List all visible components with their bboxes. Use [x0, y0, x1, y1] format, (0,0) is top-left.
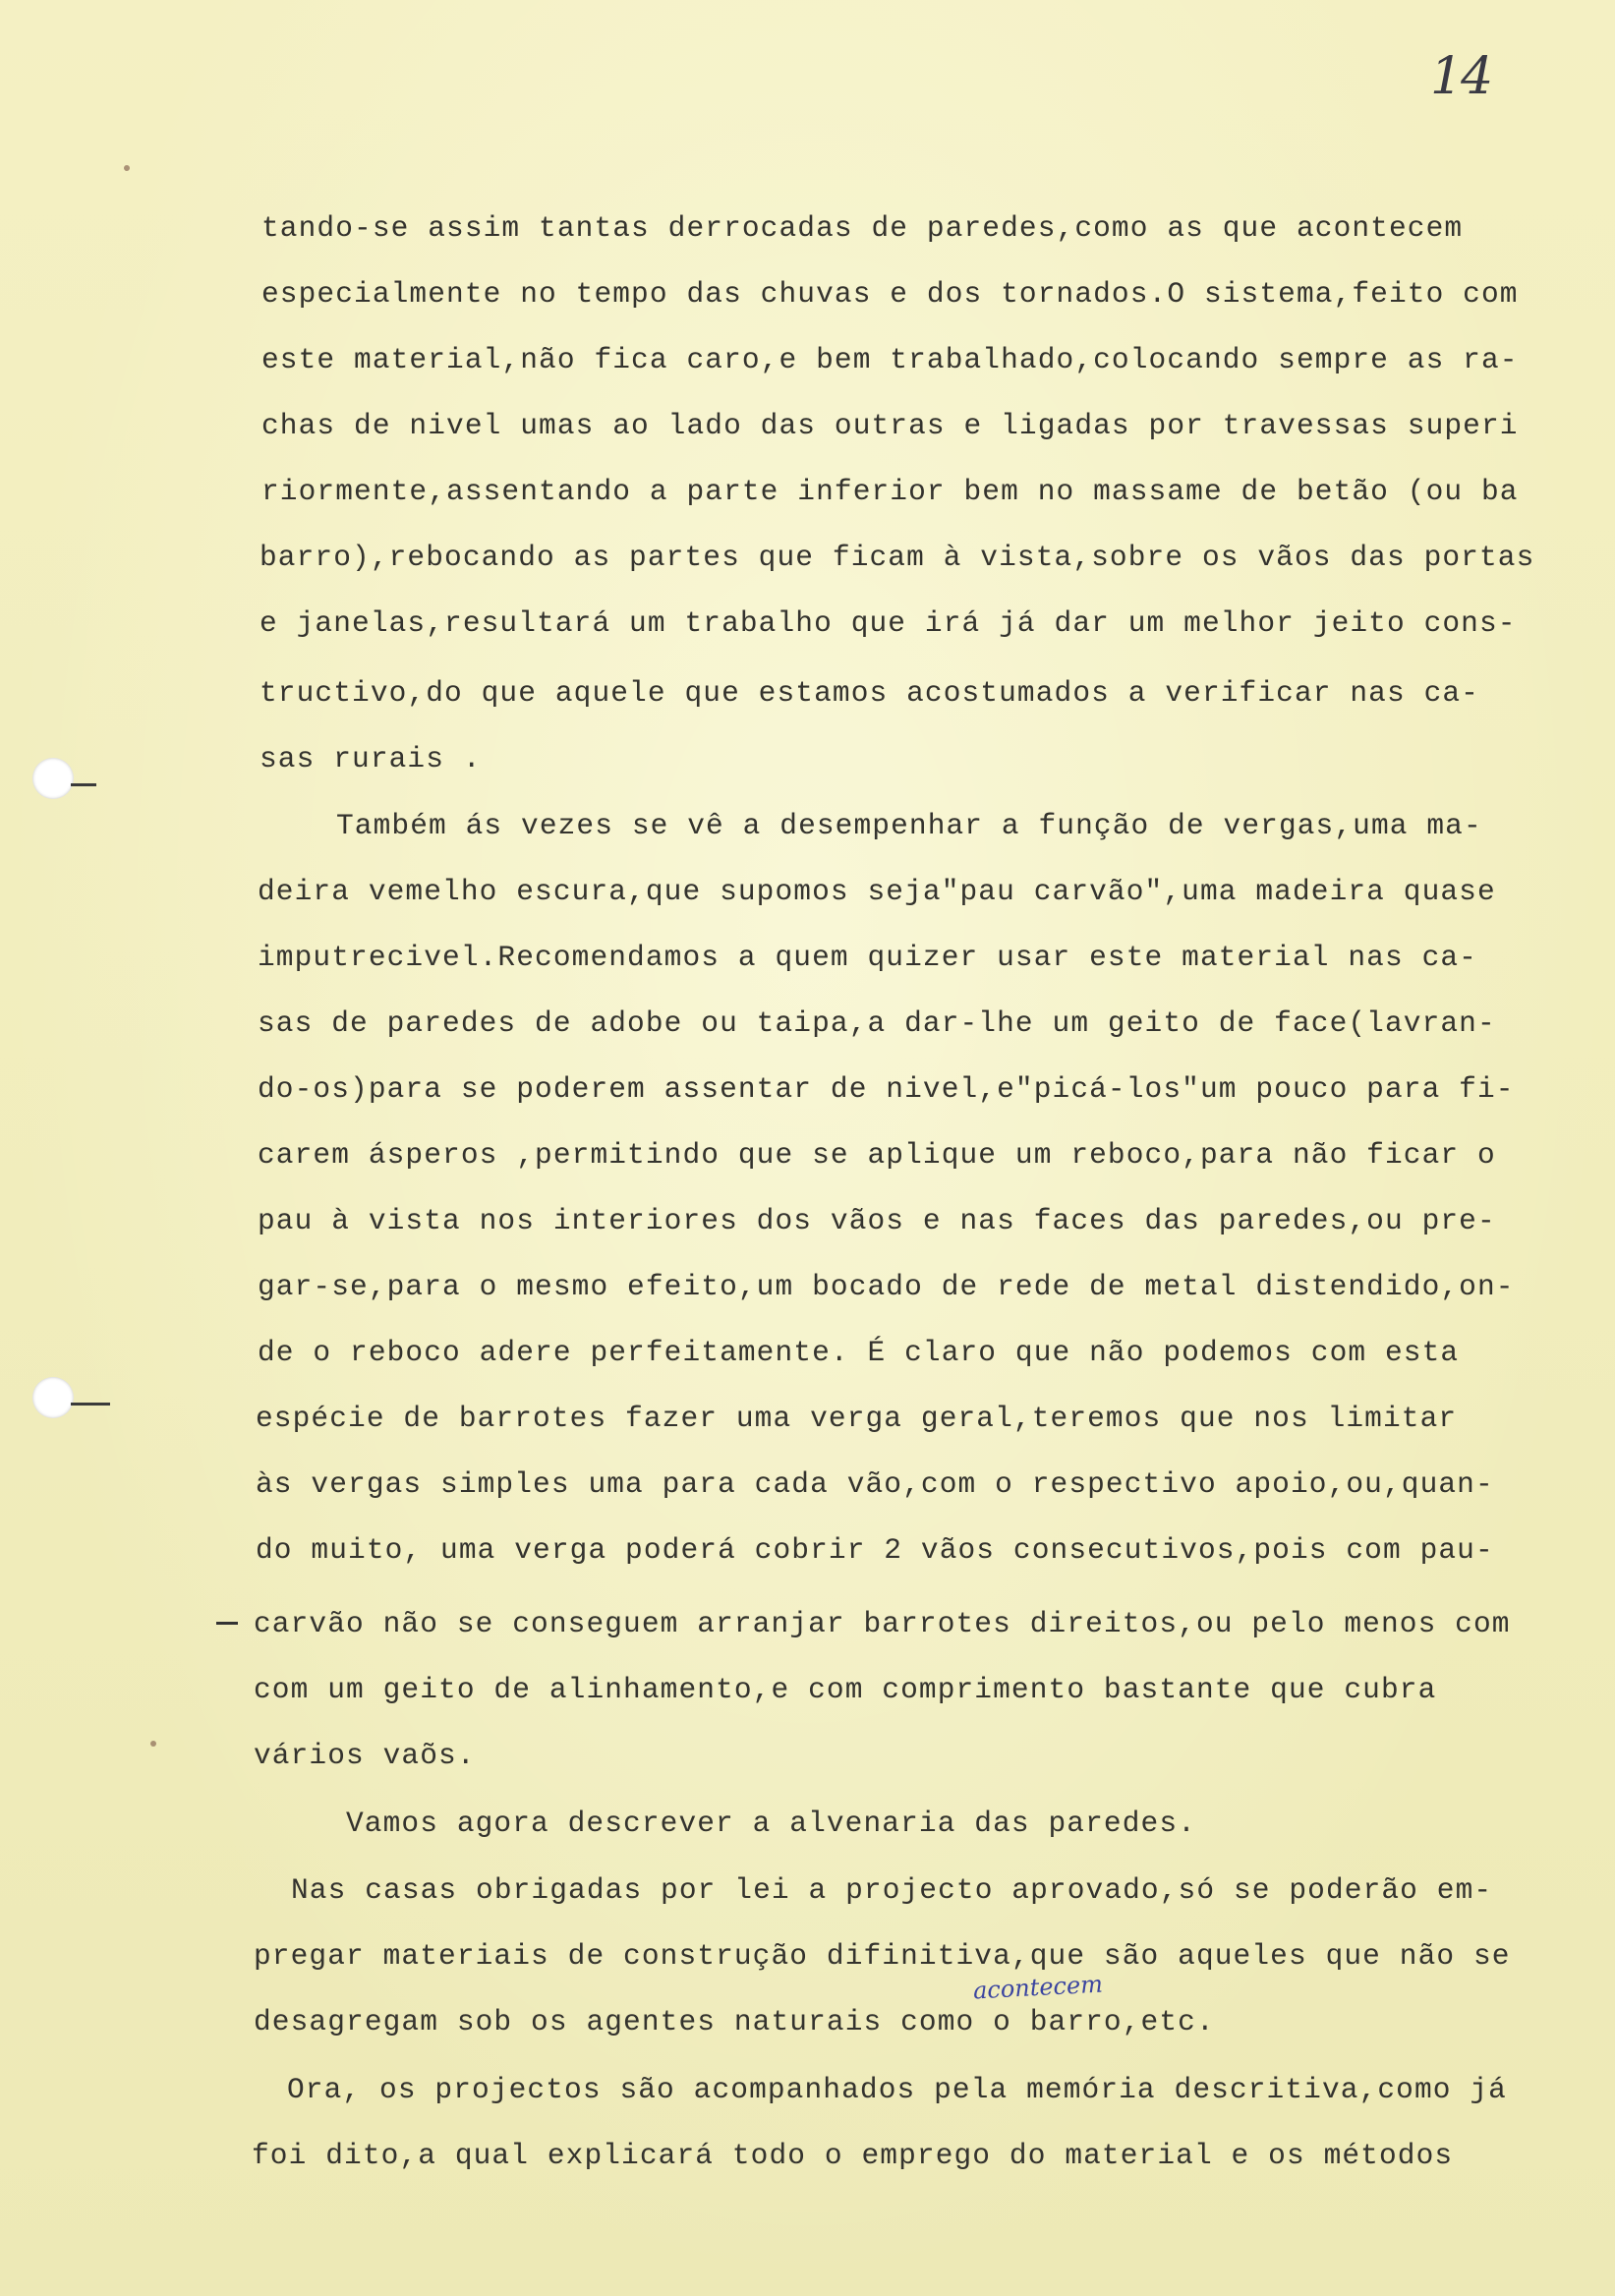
text-line: vários vaõs. [254, 1739, 476, 1772]
page-number: 14 [1430, 47, 1492, 106]
text-line: especialmente no tempo das chuvas e dos tornados.O sistema,feito com [261, 277, 1519, 311]
text-line: Vamos agora descrever a alvenaria das paredes. [346, 1807, 1196, 1840]
text-line: pregar materiais de construção difinitiva,que são aqueles que não se [254, 1939, 1511, 1973]
text-line: do muito, uma verga poderá cobrir 2 vãos consecutivos,pois com pau- [256, 1533, 1494, 1567]
text-line: carem ásperos ,permitindo que se aplique um reboco,para não ficar o [258, 1138, 1496, 1172]
text-line: sas de paredes de adobe ou taipa,a dar-lhe um geito de face(lavran- [258, 1006, 1496, 1040]
text-line: espécie de barrotes fazer uma verga geral,teremos que nos limitar [256, 1402, 1458, 1435]
text-line: barro),rebocando as partes que ficam à vista,sobre os vãos das portas [260, 541, 1535, 574]
text-line: Ora, os projectos são acompanhados pela memória descritiva,como já [287, 2073, 1507, 2106]
handwritten-annotation: acontecem [972, 1970, 1104, 2005]
text-line: de o reboco adere perfeitamente. É claro que não podemos com esta [258, 1336, 1460, 1369]
text-line: chas de nivel umas ao lado das outras e ligadas por travessas superi [261, 409, 1519, 442]
text-line: tructivo,do que aquele que estamos acostumados a verificar nas ca- [260, 676, 1479, 710]
text-line: imputrecivel.Recomendamos a quem quizer usar este material nas ca- [258, 941, 1477, 974]
text-line: Também ás vezes se vê a desempenhar a função de vergas,uma ma- [336, 809, 1482, 842]
text-line: desagregam sob os agentes naturais como o barro,etc. [254, 2005, 1215, 2038]
text-line: Nas casas obrigadas por lei a projecto aprovado,só se poderão em- [291, 1873, 1493, 1907]
text-line: riormente,assentando a parte inferior bem no massame de betão (ou ba [261, 475, 1519, 508]
text-line: com um geito de alinhamento,e com comprimento bastante que cubra [254, 1673, 1437, 1706]
text-line: pau à vista nos interiores dos vãos e nas faces das paredes,ou pre- [258, 1204, 1496, 1237]
text-line: e janelas,resultará um trabalho que irá já dar um melhor jeito cons- [260, 606, 1517, 640]
text-line: este material,não fica caro,e bem trabalhado,colocando sempre as ra- [261, 343, 1519, 376]
text-line: gar-se,para o mesmo efeito,um bocado de rede de metal distendido,on- [258, 1270, 1515, 1303]
text-line: foi dito,a qual explicará todo o emprego do material e os métodos [252, 2139, 1454, 2172]
text-line: carvão não se conseguem arranjar barrotes direitos,ou pelo menos com [254, 1607, 1511, 1640]
text-line: deira vemelho escura,que supomos seja"pau carvão",uma madeira quase [258, 875, 1496, 908]
text-line: às vergas simples uma para cada vão,com o respectivo apoio,ou,quan- [256, 1467, 1494, 1501]
text-line: tando-se assim tantas derrocadas de paredes,como as que acontecem [261, 211, 1464, 245]
text-line: do-os)para se poderem assentar de nivel,e"picá-los"um pouco para fi- [258, 1072, 1515, 1106]
text-line: sas rurais . [260, 742, 482, 775]
